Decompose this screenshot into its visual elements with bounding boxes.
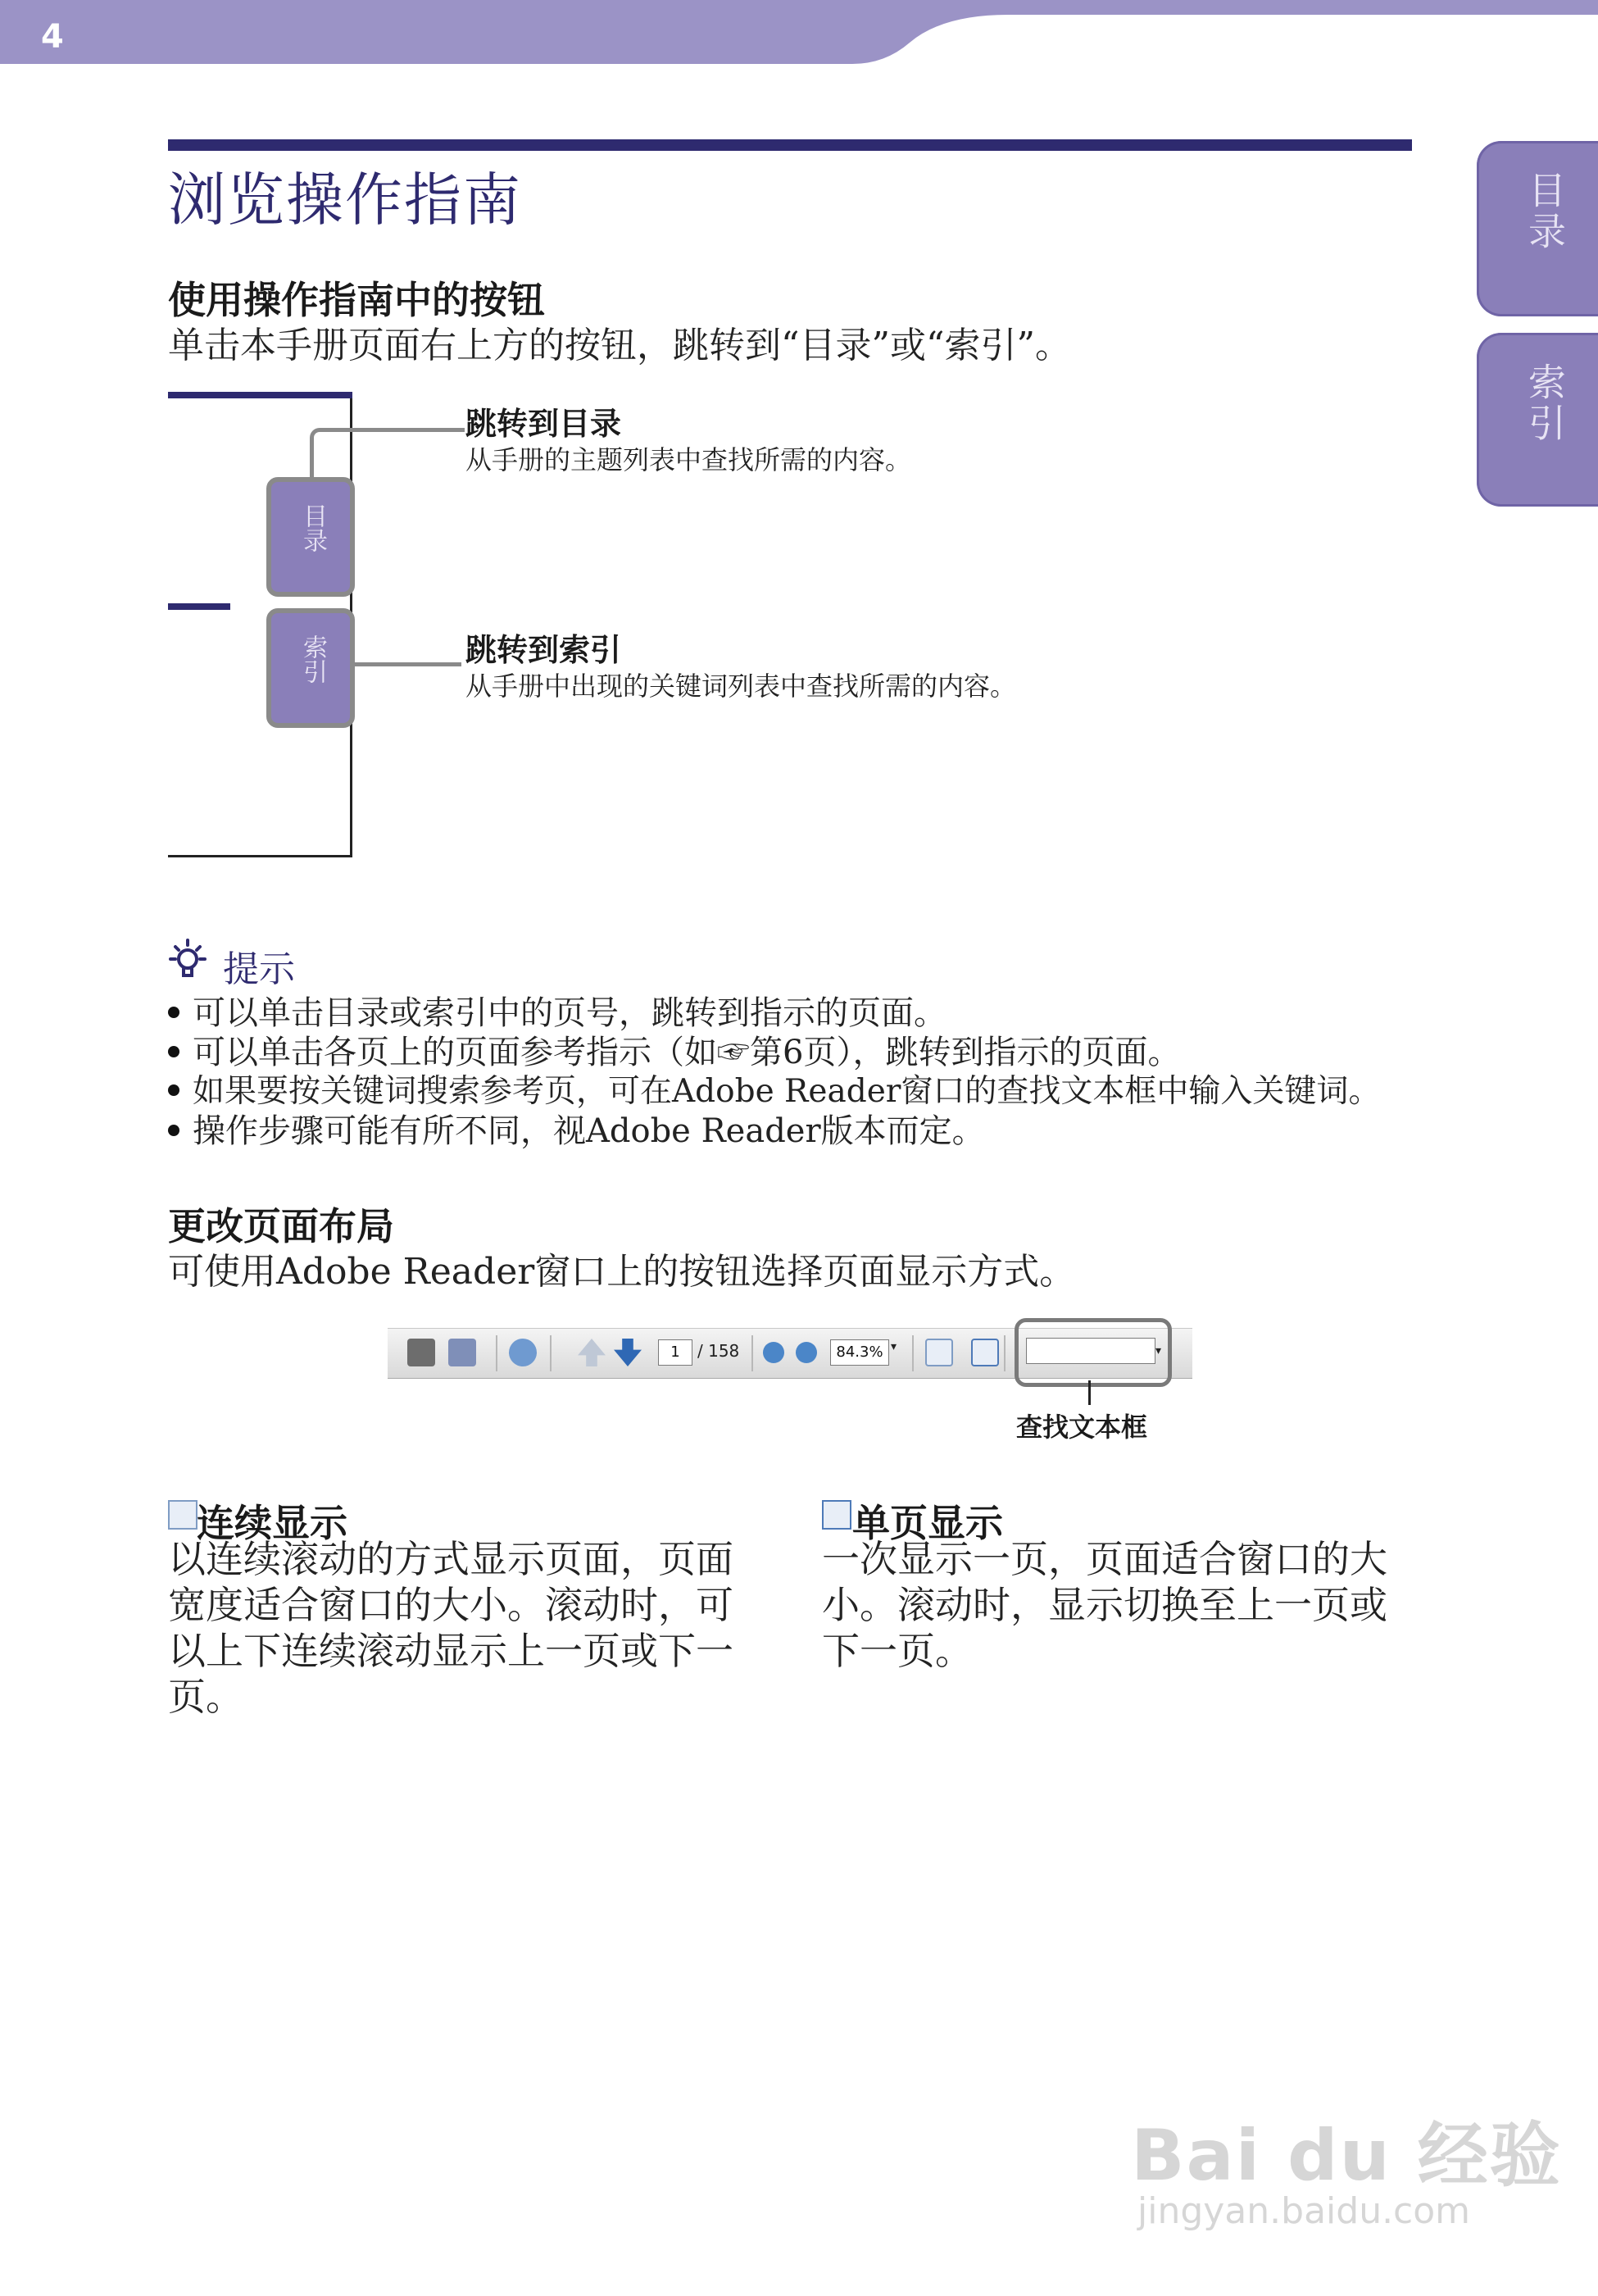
find-dropdown-icon[interactable]: ▾: [1155, 1344, 1162, 1357]
callout-toc-desc: 从手册的主题列表中查找所需的内容。: [465, 444, 912, 475]
index-tab-label: 索引: [1523, 362, 1567, 444]
section-intro-layout: 可使用Adobe Reader窗口上的按钮选择页面显示方式。: [168, 1251, 1076, 1293]
search-web-icon[interactable]: [509, 1339, 537, 1366]
single-page-view-icon[interactable]: [971, 1339, 999, 1366]
save-icon[interactable]: [448, 1339, 476, 1366]
hint-item: 操作步骤可能有所不同，视Adobe Reader版本而定。: [168, 1105, 985, 1152]
zoom-dropdown-icon[interactable]: ▾: [891, 1340, 897, 1353]
zoom-in-icon[interactable]: [796, 1342, 817, 1363]
top-banner: [0, 0, 1598, 66]
toc-tab-label: 目录: [1523, 170, 1567, 252]
section-heading-buttons: 使用操作指南中的按钮: [168, 278, 545, 322]
watermark-brand: Bai du 经验: [1131, 2115, 1562, 2197]
zoom-field[interactable]: 84.3%: [830, 1339, 889, 1366]
continuous-text: 以连续滚动的方式显示页面，页面 宽度适合窗口的大小。滚动时，可 以上下连续滚动显示上一页或下一 页。: [168, 1537, 733, 1719]
mini-tab-index: [266, 608, 355, 728]
single-page-view-icon: [822, 1500, 851, 1530]
title-rule: [168, 139, 1412, 151]
print-icon[interactable]: [407, 1339, 435, 1366]
mini-tab-toc-label: 目录: [298, 503, 327, 552]
mini-tab-toc: [266, 477, 355, 597]
callout-toc-title: 跳转到目录: [465, 406, 622, 442]
mini-tab-index-label: 索引: [298, 634, 327, 684]
index-tab[interactable]: [1477, 333, 1598, 507]
section-intro-buttons: 单击本手册页面右上方的按钮，跳转到“目录”或“索引”。: [168, 325, 1071, 366]
bullet-icon: [168, 1084, 179, 1096]
continuous-title: 连续显示: [197, 1501, 347, 1545]
find-box-highlight: [1015, 1318, 1172, 1387]
continuous-view-icon[interactable]: [925, 1339, 953, 1366]
hint-title: 提示: [223, 948, 295, 990]
hint-item: 如果要按关键词搜索参考页，可在Adobe Reader窗口的查找文本框中输入关键词。: [168, 1066, 1380, 1112]
zoom-out-icon[interactable]: [763, 1342, 784, 1363]
hint-item: 可以单击各页上的页面参考指示（如☞第6页），跳转到指示的页面。: [168, 1026, 1180, 1073]
lightbulb-icon: [166, 938, 209, 984]
page-number: 4: [41, 18, 64, 56]
hint-item: 可以单击目录或索引中的页号，跳转到指示的页面。: [168, 987, 947, 1034]
continuous-view-icon: [168, 1500, 197, 1530]
find-text-label: 查找文本框: [1016, 1412, 1148, 1443]
arrow-down-icon[interactable]: [614, 1339, 642, 1366]
find-leader-line: [1088, 1380, 1091, 1405]
page-number-field[interactable]: 1: [658, 1339, 692, 1366]
bullet-icon: [168, 1046, 179, 1057]
leader-line-toc: [310, 428, 465, 481]
bullet-icon: [168, 1125, 179, 1136]
callout-index-title: 跳转到索引: [465, 632, 622, 668]
page-total: / 158: [697, 1341, 740, 1361]
page-title: 浏览操作指南: [168, 166, 522, 234]
watermark-url: jingyan.baidu.com: [1137, 2190, 1471, 2232]
toc-tab[interactable]: [1477, 141, 1598, 316]
bullet-icon: [168, 1007, 179, 1018]
single-page-title: 单页显示: [852, 1501, 1003, 1545]
arrow-up-icon[interactable]: [578, 1339, 606, 1366]
section-heading-layout: 更改页面布局: [168, 1204, 394, 1248]
leader-line-index: [355, 662, 461, 666]
single-page-text: 一次显示一页，页面适合窗口的大 小。滚动时，显示切换至上一页或 下一页。: [822, 1537, 1387, 1673]
callout-index-desc: 从手册中出现的关键词列表中查找所需的内容。: [465, 671, 1017, 702]
